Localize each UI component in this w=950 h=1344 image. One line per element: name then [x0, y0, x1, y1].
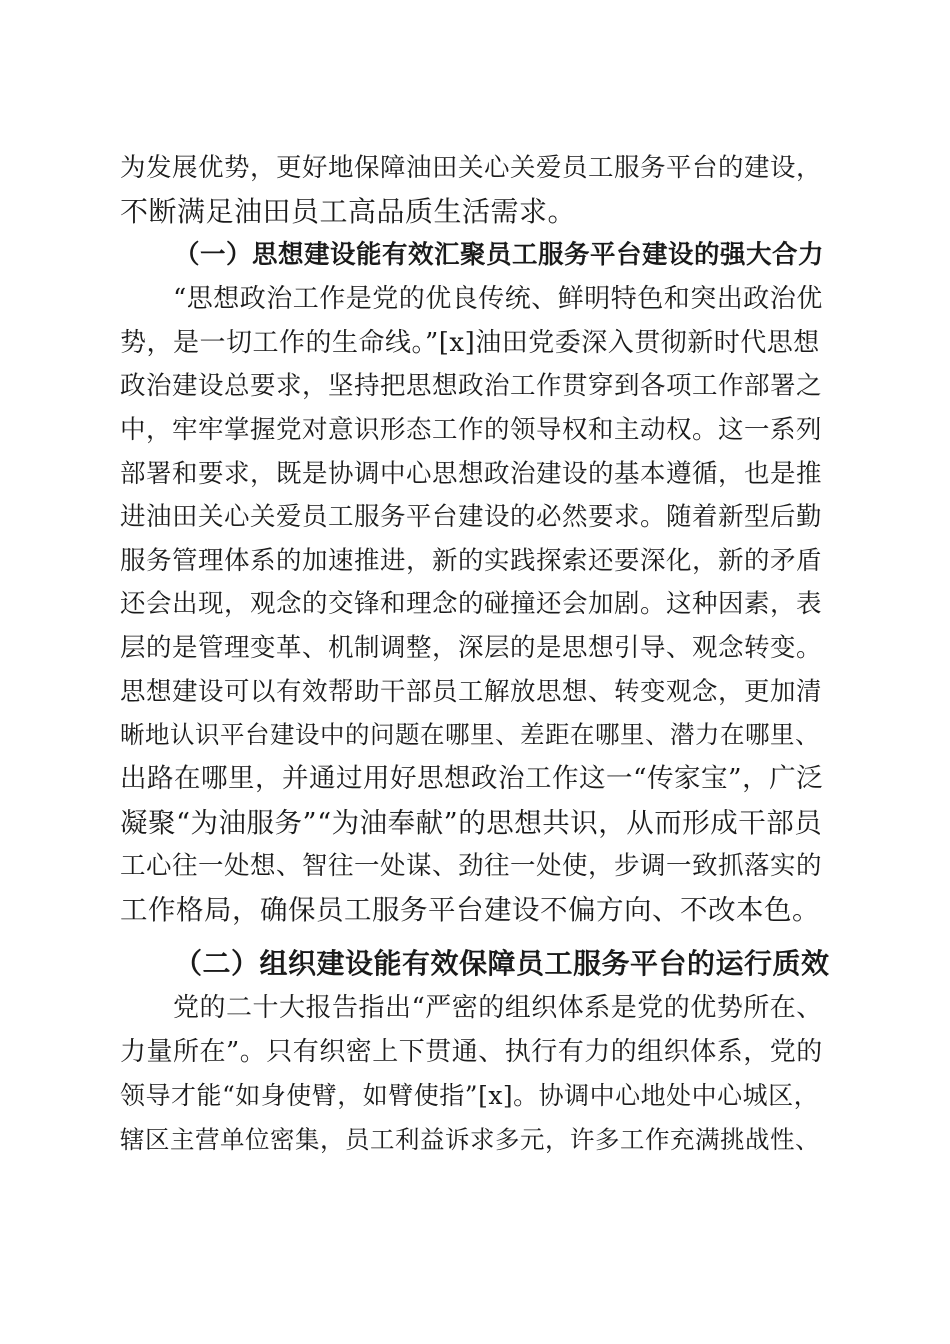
body-text-line: “思想政治工作是党的优良传统、鲜明特色和突出政治优: [173, 284, 823, 314]
section-heading: （一）思想建设能有效汇聚员工服务平台建设的强大合力: [174, 240, 825, 270]
body-text-line: 力量所在”。只有织密上下贯通、执行有力的组织体系，党的: [120, 1037, 823, 1067]
body-text-line: 进油田关心关爱员工服务平台建设的必然要求。随着新型后勤: [120, 502, 823, 532]
body-text-line: 势，是一切工作的生命线。”[x]油田党委深入贯彻新时代思想: [120, 328, 820, 358]
body-text-line: 党的二十大报告指出“严密的组织体系是党的优势所在、: [173, 993, 823, 1023]
body-text-line: 晰地认识平台建设中的问题在哪里、差距在哪里、潜力在哪里、: [120, 720, 820, 749]
body-text-line: 中，牢牢掌握党对意识形态工作的领导权和主动权。这一系列: [120, 415, 823, 445]
body-text-line: 出路在哪里，并通过用好思想政治工作这一“传家宝”，广泛: [120, 763, 824, 794]
body-text-line: 凝聚“为油服务”“为油奉献”的思想共识，从而形成干部员: [120, 807, 823, 839]
body-text-line: 政治建设总要求，坚持把思想政治工作贯穿到各项工作部署之: [120, 371, 823, 401]
body-text-line: 辖区主营单位密集，员工利益诉求多元，许多工作充满挑战性、: [120, 1125, 820, 1154]
section-heading: （二）组织建设能有效保障员工服务平台的运行质效: [174, 947, 830, 980]
body-text-line: 思想建设可以有效帮助干部员工解放思想、转变观念，更加清: [120, 677, 823, 707]
body-text-line: 工心往一处想、智往一处谋、劲往一处使，步调一致抓落实的: [120, 851, 823, 881]
body-text-line: 层的是管理变革、机制调整，深层的是思想引导、观念转变。: [120, 633, 823, 663]
body-text-line: 不断满足油田员工高品质生活需求。: [120, 195, 577, 228]
body-text-line: 为发展优势，更好地保障油田关心关爱员工服务平台的建设，: [120, 153, 823, 183]
body-text-line: 部署和要求，既是协调中心思想政治建设的基本遵循，也是推: [120, 459, 823, 489]
body-text-line: 工作格局，确保员工服务平台建设不偏方向、不改本色。: [120, 894, 820, 926]
body-text-line: 还会出现，观念的交锋和理念的碰撞还会加剧。这种因素，表: [120, 589, 823, 619]
body-text-line: 领导才能“如身使臂，如臂使指”[x]。协调中心地处中心城区，: [120, 1081, 820, 1110]
body-text-line: 服务管理体系的加速推进，新的实践探索还要深化，新的矛盾: [120, 546, 823, 576]
